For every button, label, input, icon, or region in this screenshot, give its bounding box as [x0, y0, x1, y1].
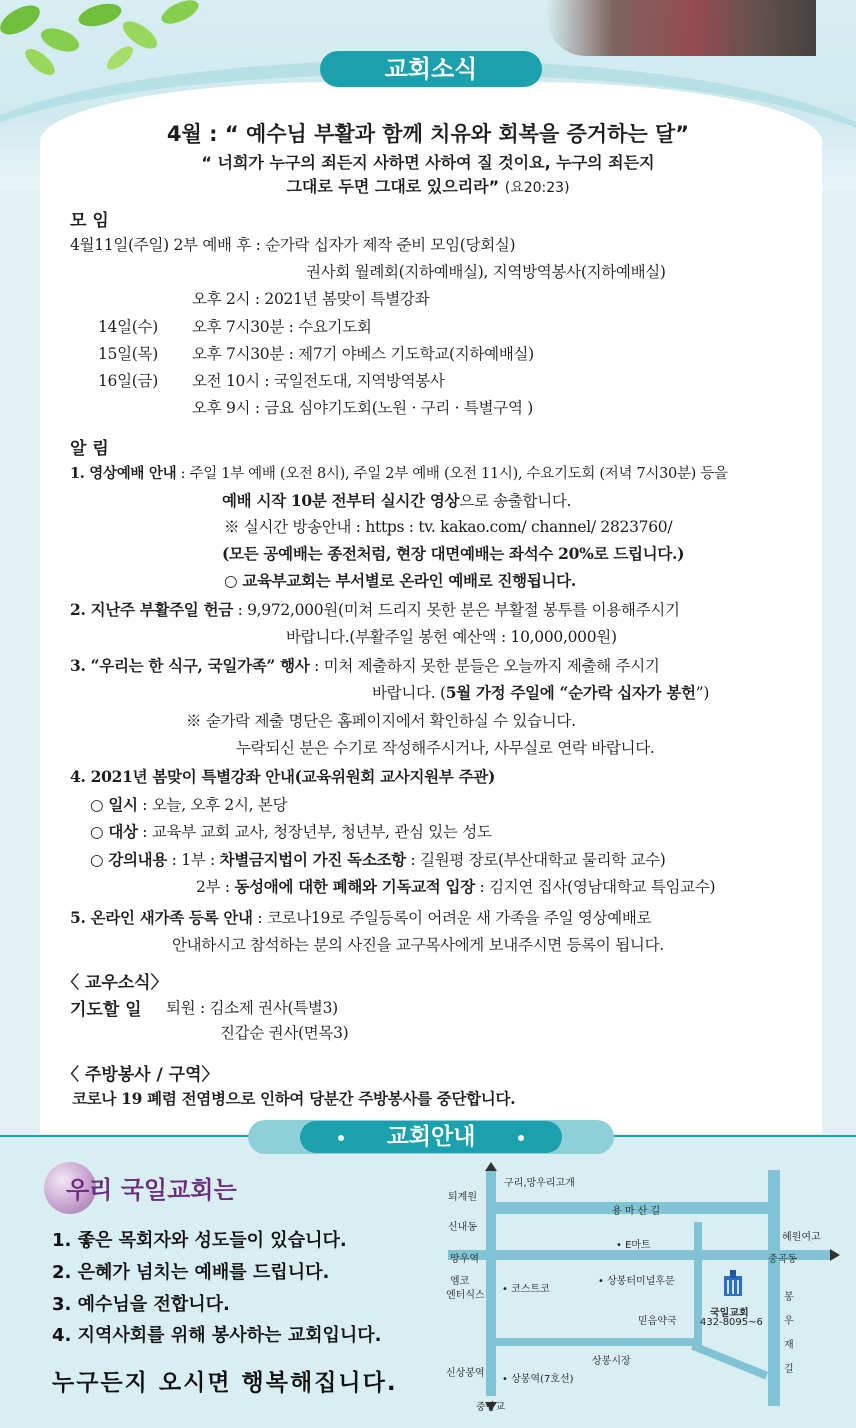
- notice-3-line2: [372, 681, 709, 703]
- members-line: 진갑순 권사(면목3): [220, 1024, 349, 1042]
- church-item: 1. 좋은 목회자와 성도들이 있습니다.: [52, 1230, 347, 1251]
- map-label-sinnae: 신내동: [448, 1222, 477, 1233]
- map-label-bongu: 봉: [784, 1292, 794, 1303]
- notice-5: [70, 906, 651, 928]
- notice-1-line4: (모든 공예배는 종전처럼, 현장 대면예배는 좌석수 20%로 드립니다.): [222, 544, 685, 563]
- church-item: 3. 예수님을 전합니다.: [52, 1294, 230, 1315]
- verse-line-2: [0, 174, 856, 197]
- map-label-mangu: 망우역: [450, 1254, 479, 1265]
- notice-3-label: 3. “우리는 한 식구, 국일가족” 행사: [70, 656, 310, 675]
- notice-heading: 알 림: [70, 439, 109, 459]
- meeting-line: 오후 7시30분 : 제7기 야베스 기도학교(지하예배실): [192, 345, 534, 363]
- notice-4-b: [90, 820, 492, 842]
- notice-4-c-rest: : 길원평 장로(부산대학교 물리학 교수): [405, 851, 666, 869]
- meeting-line: 오전 10시 : 국일전도대, 지역방역봉사: [192, 372, 445, 390]
- members-line: 퇴원 : 김소제 권사(특별3): [166, 999, 338, 1017]
- arrow-up-icon: [485, 1162, 497, 1174]
- map-label-sangbong: • 상봉역(7호선): [502, 1370, 574, 1385]
- members-heading: 〈 교우소식〉: [62, 973, 168, 993]
- page-title: 4월 : “ 예수님 부활과 함께 치유와 회복을 증거하는 달”: [166, 122, 690, 146]
- news-badge: 교회소식: [320, 51, 542, 87]
- broadcast-link: ※ 실시간 방송안내 : https : tv. kakao.com/ channel/ 2823760/: [224, 518, 673, 536]
- notice-1-rest: 으로 송출합니다.: [459, 492, 572, 510]
- kitchen-text: 코로나 19 폐렴 전염병으로 인하여 당분간 주방봉사를 중단합니다.: [72, 1089, 516, 1108]
- meeting-heading: 모 임: [70, 211, 109, 231]
- map-label-phone: 432-8095~6: [700, 1317, 763, 1328]
- map-label-church: 국일교회: [710, 1308, 749, 1319]
- notice-4-d-bold: 동성애에 대한 폐해와 기독교적 입장: [234, 877, 475, 896]
- meeting-date: 15일(목): [98, 345, 158, 363]
- road-diagonal: [691, 1342, 768, 1379]
- notice-4-c-bold: 차별금지법이 가진 독소조항: [219, 850, 406, 869]
- notice-4-d-rest: : 김지연 집사(영남대학교 특임교수): [474, 878, 716, 896]
- notice-3-line4: 누락되신 분은 수기로 작성해주시거나, 사무실로 연락 바랍니다.: [236, 739, 655, 757]
- notice-3-text: : 미처 제출하지 못한 분들은 오늘까지 제출해 주시기: [309, 657, 660, 675]
- notice-4-b-label: ○ 대상: [90, 822, 138, 841]
- notice-4-c-label: ○ 강의내용: [90, 850, 168, 869]
- map-label-sinsangbong: 신상봉역: [446, 1368, 485, 1379]
- notice-1-text: : 주일 1부 예배 (오전 8시), 주일 2부 예배 (오전 11시), 수요기도회 (저녁 7시30분) 등을: [176, 466, 728, 482]
- meeting-line: 권사회 월례회(지하예배실), 지역방역봉사(지하예배실): [306, 263, 666, 281]
- meeting-line: 오후 7시30분 : 수요기도회: [192, 318, 372, 336]
- meeting-line: 4월11일(주일) 2부 예배 후 : 순가락 십자가 제작 준비 모임(당회실): [70, 236, 516, 254]
- notice-4-c: [90, 848, 666, 870]
- notice-5-text: : 코로나19로 주일등록이 어려운 새 가족을 주일 영상예배로: [252, 909, 652, 927]
- notice-1-label: 1. 영상예배 안내: [70, 465, 177, 482]
- church-item: 2. 은혜가 넘치는 예배를 드립니다.: [52, 1262, 330, 1283]
- map-label-pharmacy: 믿음약국: [638, 1316, 677, 1327]
- notice-4: 4. 2021년 봄맞이 특별강좌 안내(교육위원회 교사지원부 주관): [70, 767, 495, 786]
- notice-1: [70, 462, 728, 483]
- church-map: [438, 1162, 848, 1412]
- map-label-emco: 엠코: [450, 1276, 470, 1287]
- notice-4-b-text: : 교육부 교회 교사, 청장년부, 청년부, 관심 있는 성도: [137, 823, 492, 841]
- meeting-line: 오후 2시 : 2021년 봄맞이 특별강좌: [192, 290, 430, 308]
- notice-5-line2: 안내하시고 참석하는 분의 사진을 교구목사에게 보내주시면 등록이 됩니다.: [172, 936, 664, 954]
- map-label-toegyewon: 퇴계원: [448, 1192, 477, 1203]
- map-label-hyewon: 혜원여고: [782, 1232, 821, 1243]
- notice-5-label: 5. 온라인 새가족 등록 안내: [70, 908, 253, 927]
- slogan: 누구든지 오시면 행복해집니다.: [52, 1370, 398, 1396]
- notice-3-line2-b: 5월 가정 주일에 “순가락 십자가 봉헌: [445, 683, 696, 702]
- arrow-right-icon: [830, 1249, 842, 1261]
- meeting-line: 오후 9시 : 금요 심야기도회(노원 · 구리 · 특별구역 ): [192, 399, 533, 417]
- notice-4-a-text: : 오늘, 오후 2시, 본당: [137, 796, 288, 814]
- map-label-bongu3: 재: [784, 1340, 794, 1351]
- meeting-date: 16일(금): [98, 372, 158, 390]
- map-label-entersix: 엔터식스: [446, 1290, 485, 1301]
- map-label-costco: • 코스트코: [502, 1280, 550, 1295]
- notice-4-a-label: ○ 일시: [90, 795, 138, 814]
- dot-icon: [338, 1135, 344, 1141]
- meeting-date: 14일(수): [98, 318, 158, 336]
- notice-2: [70, 598, 680, 620]
- notice-3-line3: ※ 숟가락 제출 명단은 홈페이지에서 확인하실 수 있습니다.: [186, 712, 576, 730]
- notice-4-d: [196, 875, 715, 897]
- info-badge: 교회안내: [300, 1121, 562, 1153]
- notice-4-d-part: 2부 :: [196, 878, 235, 896]
- verse-text: 그대로 두면 그대로 있으리라”: [286, 177, 500, 196]
- notice-4-c-part: : 1부 :: [167, 851, 220, 869]
- notice-2-line2: 바랍니다.(부활주일 봉헌 예산액 : 10,000,000원): [286, 628, 617, 646]
- notice-3-line2-a: 바랍니다. (: [372, 684, 446, 702]
- notice-4-a: [90, 793, 287, 815]
- dot-icon: [518, 1135, 524, 1141]
- map-label-terminal: • 상봉터미널후문: [598, 1272, 675, 1287]
- notice-1-line5: ○ 교육부교회는 부서별로 온라인 예배로 진행됩니다.: [224, 571, 576, 590]
- choir-photo: [546, 0, 816, 56]
- road-vertical-left: [486, 1170, 496, 1396]
- map-label-jungnang: 중랑교: [476, 1402, 505, 1413]
- verse-line-1: “ 너희가 누구의 죄든지 사하면 사하여 질 것이요, 누구의 죄든지: [201, 153, 655, 172]
- church-building-icon: [718, 1268, 748, 1298]
- map-label-yongmasan: 용 마 산 길: [612, 1206, 661, 1217]
- notice-2-label: 2. 지난주 부활주일 헌금: [70, 600, 233, 619]
- map-label-guri: 구리,망우리고개: [504, 1178, 575, 1189]
- notice-3: [70, 654, 660, 676]
- map-label-market: 상봉시장: [592, 1356, 631, 1367]
- verse-reference: (요20:23): [504, 180, 570, 196]
- notice-1-line2: [222, 489, 571, 511]
- church-title: 우리 국일교회는: [66, 1176, 237, 1204]
- notice-2-text: : 9,972,000원(미쳐 드리지 못한 분은 부활절 봉투를 이용해주시기: [232, 601, 680, 619]
- map-label-bongu4: 길: [784, 1364, 794, 1375]
- road-inner-bottom: [496, 1338, 702, 1346]
- members-label: 기도할 일: [70, 1000, 142, 1020]
- map-label-junghwa: 중곡동: [768, 1254, 797, 1265]
- notice-3-line2-c: ”): [695, 684, 710, 702]
- map-label-bongu2: 우: [784, 1316, 794, 1327]
- map-label-emart: • E마트: [616, 1236, 651, 1251]
- church-item: 4. 지역사회를 위해 봉사하는 교회입니다.: [52, 1325, 382, 1346]
- road-bongujae: [768, 1170, 780, 1406]
- notice-1-bold: 예배 시작 10분 전부터 실시간 영상: [222, 491, 460, 510]
- kitchen-heading: 〈 주방봉사 / 구역〉: [62, 1065, 219, 1085]
